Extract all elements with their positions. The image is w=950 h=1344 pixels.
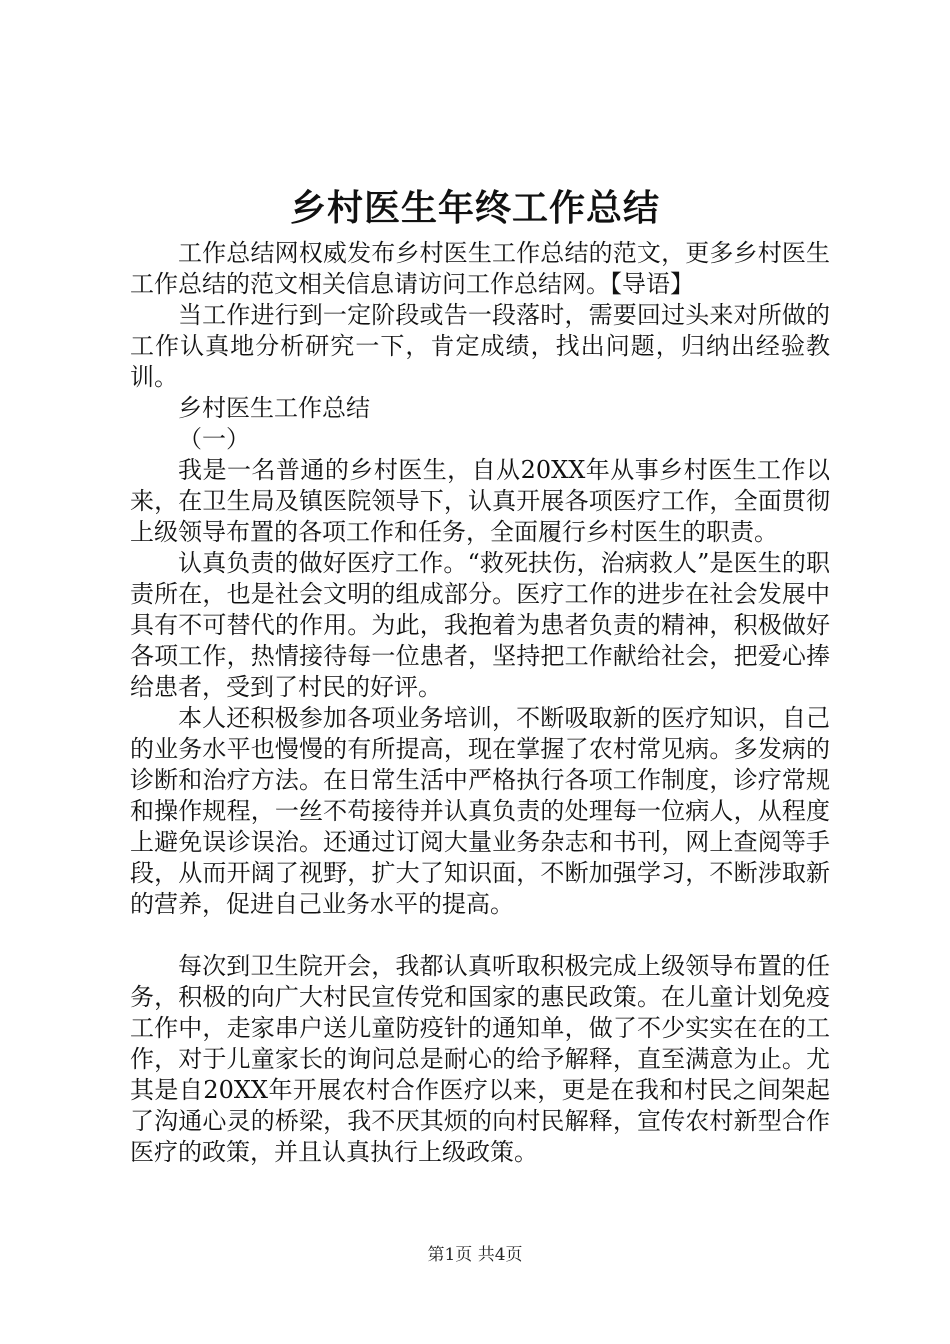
document-title: 乡村医生年终工作总结 [289,187,660,229]
page-footer: 第1页 共4页 [427,1245,523,1265]
intro-paragraph: 工作总结网权威发布乡村医生工作总结的范文，更多乡村医生工作总结的范文相关信息请访问工作总结网。【导语】 [130,239,830,298]
section-number: （一） [178,425,250,453]
body-paragraph: 我是一名普通的乡村医生，自从20XX年从事乡村医生工作以来，在卫生局及镇医院领导下，认真开展各项医疗工作，全面贯彻上级领导布置的各项工作和任务，全面履行乡村医生的职责。 [130,456,830,546]
body-paragraph: 认真负责的做好医疗工作。“救死扶伤，治病救人”是医生的职责所在，也是社会文明的组成部分。医疗工作的进步在社会发展中具有不可替代的作用。为此，我抱着为患者负责的精神，积极做好各项工作，热情接待每一位患者，坚持把工作献给社会，把爱心捧给患者，受到了村民的好评。 [130,549,830,701]
document-body [130,238,830,1168]
section-heading: 乡村医生工作总结 [178,394,370,422]
body-paragraph: 每次到卫生院开会，我都认真听取积极完成上级领导布置的任务，积极的向广大村民宣传党和国家的惠民政策。在儿童计划免疫工作中，走家串户送儿童防疫针的通知单，做了不少实实在在的工作，对于儿童家长的询问总是耐心的给予解释，直至满意为止。尤其是自20XX年开展农村合作医疗以来，更是在我和村民之间架起了沟通心灵的桥梁，我不厌其烦的向村民解释，宣传农村新型合作医疗的政策，并且认真执行上级政策。 [130,952,830,1166]
body-paragraph: 本人还积极参加各项业务培训，不断吸取新的医疗知识，自己的业务水平也慢慢的有所提高，现在掌握了农村常见病。多发病的诊断和治疗方法。在日常生活中严格执行各项工作制度，诊疗常规和操作规程，一丝不苟接待并认真负责的处理每一位病人，从程度上避免误诊误治。还通过订阅大量业务杂志和书刊，网上查阅等手段，从而开阔了视野，扩大了知识面，不断加强学习，不断涉取新的营养，促进自己业务水平的提高。 [130,704,830,918]
lead-paragraph: 当工作进行到一定阶段或告一段落时，需要回过头来对所做的工作认真地分析研究一下，肯定成绩，找出问题，归纳出经验教训。 [130,301,830,391]
